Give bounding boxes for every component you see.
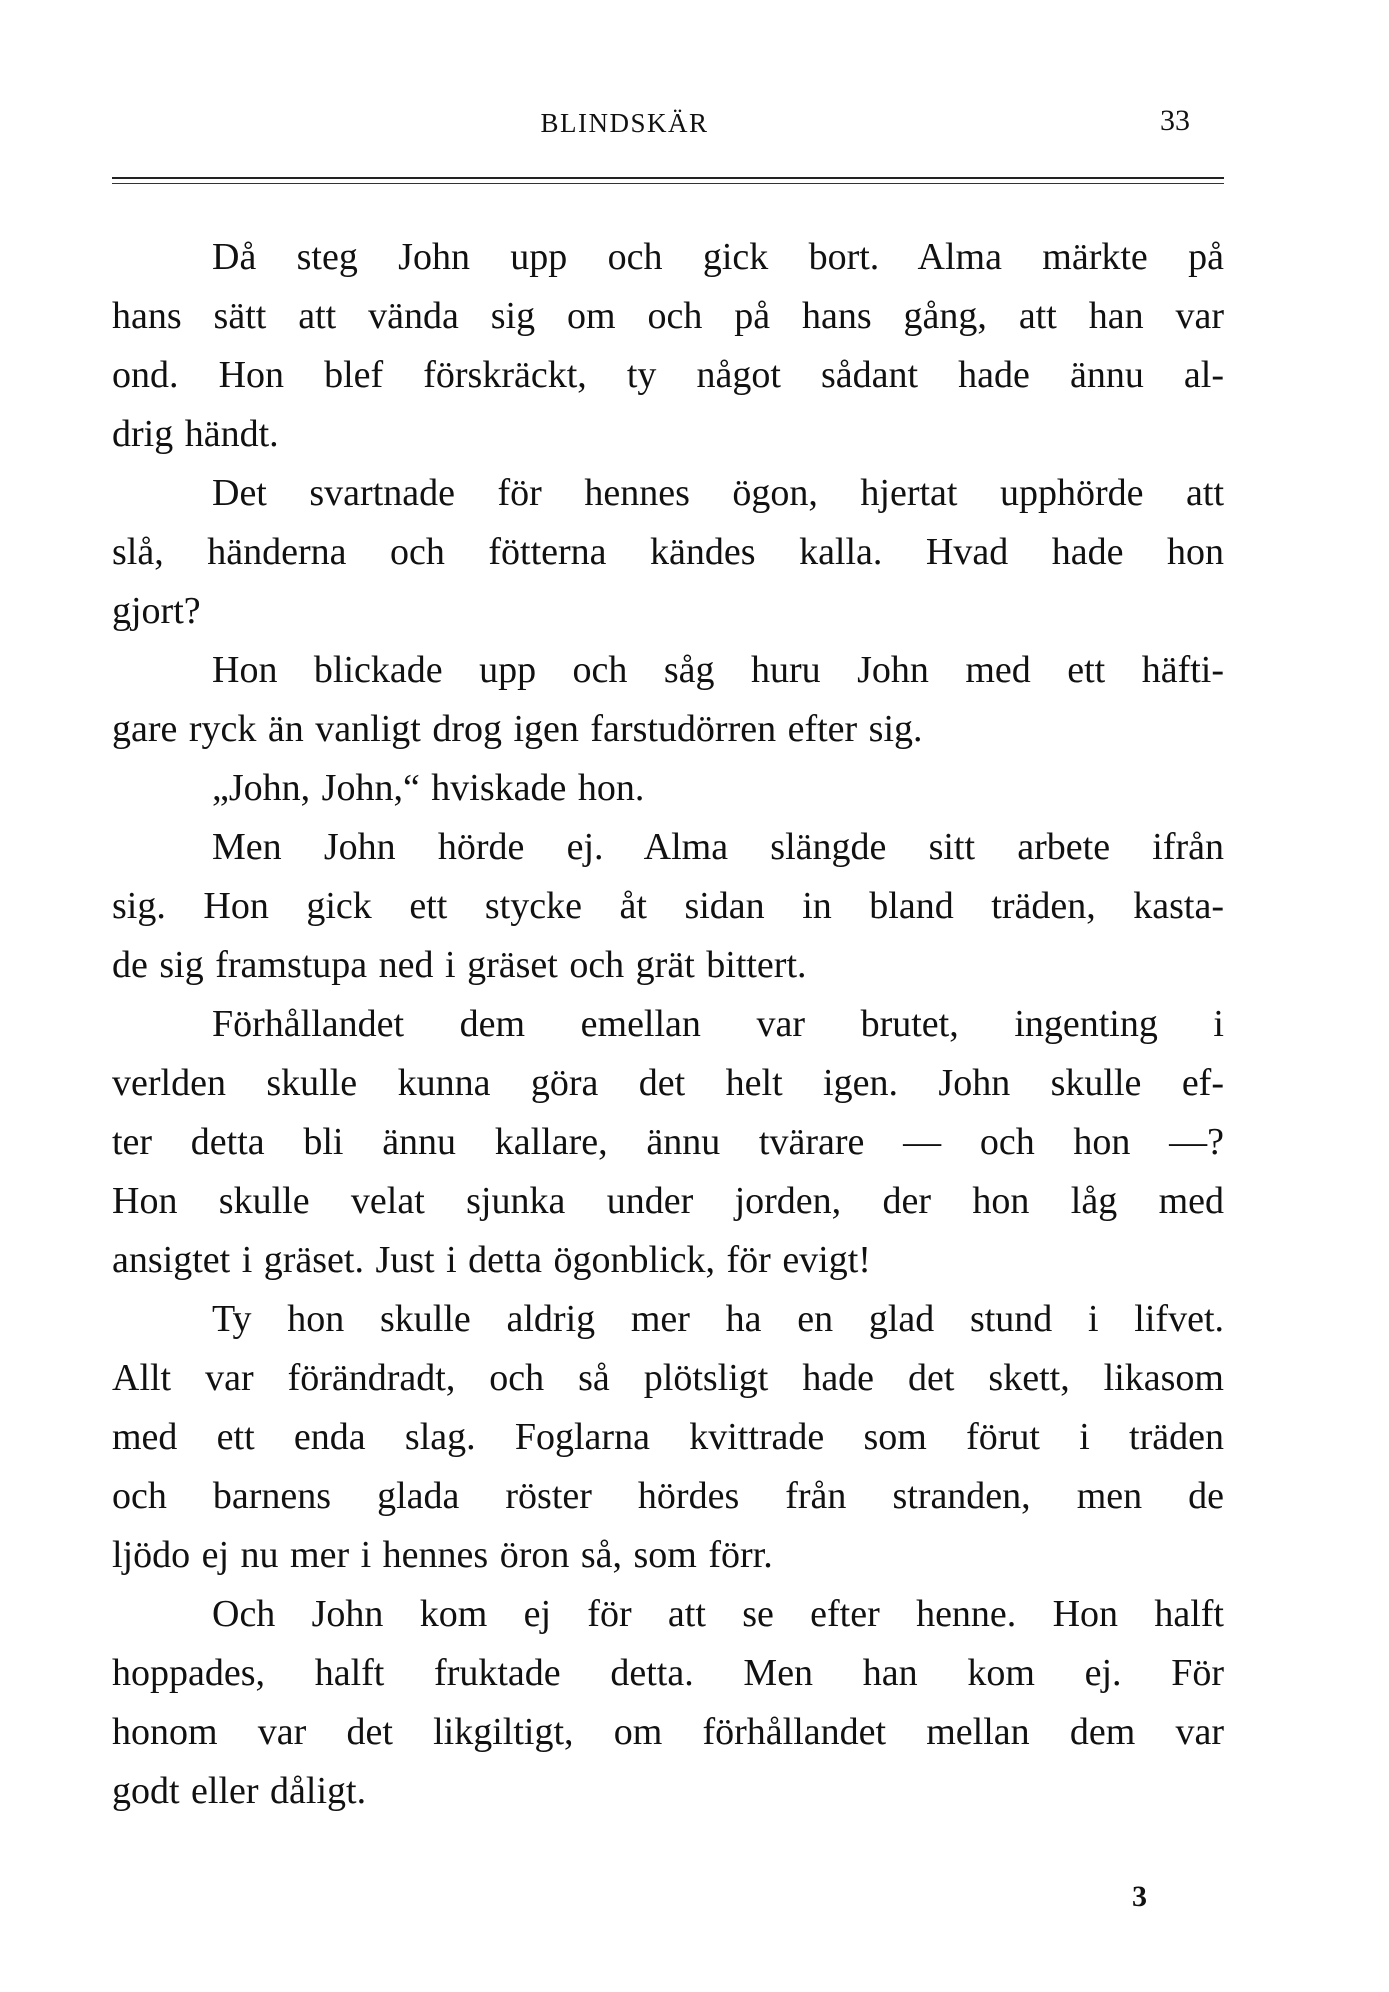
body-text [112, 228, 1224, 1821]
text-line: Då steg John upp och gick bort. Alma märkte på [212, 236, 1224, 278]
text-line: Allt var förändradt, och så plötsligt hade det skett, likasom [112, 1357, 1224, 1399]
text-line: honom var det likgiltigt, om förhållandet mellan dem var [112, 1711, 1224, 1753]
text-line: gare ryck än vanligt drog igen farstudörren efter sig. [112, 708, 923, 750]
text-line: Hon blickade upp och såg huru John med ett häfti- [212, 649, 1224, 691]
text-line: Det svartnade för hennes ögon, hjertat upphörde att [212, 472, 1224, 514]
text-line: ond. Hon blef förskräckt, ty något sådant hade ännu al- [112, 354, 1224, 396]
running-head [0, 104, 1389, 148]
text-line: Hon skulle velat sjunka under jorden, der hon låg med [112, 1180, 1224, 1222]
text-line: verlden skulle kunna göra det helt igen. John skulle ef- [112, 1062, 1224, 1104]
running-title: BLINDSKÄR [540, 108, 709, 138]
text-line: drig händt. [112, 413, 279, 455]
signature-mark: 3 [1132, 1880, 1147, 1913]
text-line: Ty hon skulle aldrig mer ha en glad stund i lifvet. [212, 1298, 1224, 1340]
text-line: ansigtet i gräset. Just i detta ögonblick, för evigt! [112, 1239, 871, 1281]
text-line: med ett enda slag. Foglarna kvittrade som förut i träden [112, 1416, 1224, 1458]
text-line: gjort? [112, 590, 201, 632]
header-rule [112, 177, 1224, 179]
text-line: slå, händerna och fötterna kändes kalla. Hvad hade hon [112, 531, 1224, 573]
text-line: hans sätt att vända sig om och på hans gång, att han var [112, 295, 1224, 337]
text-line: de sig framstupa ned i gräset och grät bittert. [112, 944, 807, 986]
text-line: Förhållandet dem emellan var brutet, ingenting i [212, 1003, 1224, 1045]
page-number: 33 [1160, 104, 1190, 137]
text-line: godt eller dåligt. [112, 1770, 367, 1812]
text-line: Och John kom ej för att se efter henne. Hon halft [212, 1593, 1224, 1635]
text-line: Men John hörde ej. Alma slängde sitt arbete ifrån [212, 826, 1224, 868]
header-rule-thin [112, 183, 1224, 184]
text-line: „John, John,“ hviskade hon. [212, 767, 645, 809]
text-line: sig. Hon gick ett stycke åt sidan in bland träden, kasta- [112, 885, 1224, 927]
text-line: ljödo ej nu mer i hennes öron så, som förr. [112, 1534, 773, 1576]
text-line: ter detta bli ännu kallare, ännu tvärare — och hon —? [112, 1121, 1224, 1163]
text-line: och barnens glada röster hördes från stranden, men de [112, 1475, 1224, 1517]
text-line: hoppades, halft fruktade detta. Men han kom ej. För [112, 1652, 1224, 1694]
